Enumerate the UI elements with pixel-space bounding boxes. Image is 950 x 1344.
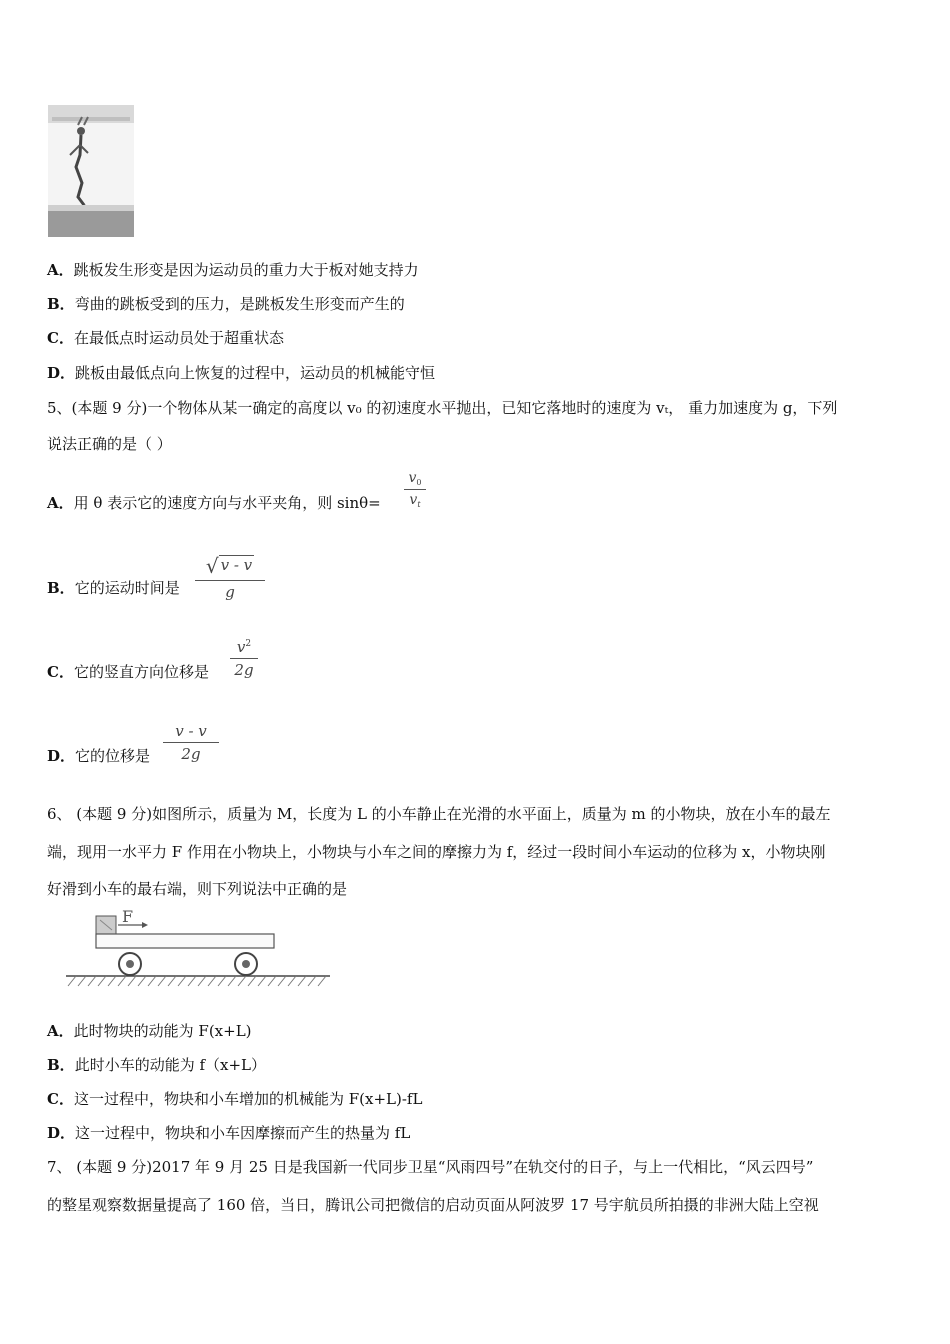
- option-label: B．: [47, 1056, 75, 1074]
- option-label: D．: [47, 364, 76, 382]
- option-label: D．: [47, 747, 76, 765]
- option-text: 此时物块的动能为 F(x+L): [73, 1022, 252, 1040]
- fraction-denominator: 2g: [181, 745, 201, 763]
- fraction-denominator: 2g: [234, 661, 254, 679]
- diver-figure: [48, 105, 134, 237]
- q4-option-a: [47, 260, 419, 280]
- option-label: D．: [47, 1124, 76, 1142]
- option-label: A．: [47, 1022, 74, 1040]
- option-text: 用 θ 表示它的速度方向与水平夹角，则 sinθ=: [73, 494, 381, 512]
- cart-illustration: [64, 906, 334, 990]
- option-label: C．: [47, 663, 74, 681]
- q6-stem-line-2: 端，现用一水平力 F 作用在小物块上，小物块与小车之间的摩擦力为 f，经过一段时间小车运动的位移为 x，小物块刚: [47, 843, 826, 861]
- q7-stem-line-2: 的整星观察数据量提高了 160 倍，当日，腾讯公司把微信的启动页面从阿波罗 17 号宇航员所拍摄的非洲大陆上空视: [47, 1196, 819, 1214]
- q6-stem-line-3: 好滑到小车的最右端，则下列说法中正确的是: [47, 880, 348, 898]
- option-text: 这一过程中，物块和小车增加的机械能为 F(x+L)-fL: [73, 1090, 423, 1108]
- q5-option-c: [47, 662, 209, 682]
- option-text: 它的位移是: [75, 747, 151, 765]
- q5-option-a: [47, 493, 381, 513]
- fraction-denominator: v: [409, 492, 418, 508]
- q6-option-d: [47, 1123, 410, 1143]
- q7-stem-line-1: 7、 (本题 9 分)2017 年 9 月 25 日是我国新一代同步卫星“风雨四号”在轨交付的日子，与上一代相比，“风云四号”: [47, 1158, 814, 1176]
- force-label: F: [122, 907, 134, 926]
- q5-option-b: [47, 578, 180, 598]
- option-text: 这一过程中，物块和小车因摩擦而产生的热量为 fL: [75, 1124, 411, 1142]
- q6-option-c: [47, 1089, 422, 1109]
- cart-figure: [64, 906, 334, 990]
- option-label: C．: [47, 329, 74, 347]
- q5-option-c-fraction: $v^2$ 2g: [230, 638, 258, 679]
- q5-option-b-fraction: √ v - v g: [195, 554, 265, 601]
- option-label: A．: [47, 261, 74, 279]
- option-text: 跳板由最低点向上恢复的过程中，运动员的机械能守恒: [75, 364, 436, 382]
- option-text: 它的运动时间是: [74, 579, 180, 597]
- fraction-numerator: v: [408, 470, 417, 486]
- option-label: A．: [47, 494, 74, 512]
- q5-option-d-fraction: [163, 722, 219, 763]
- option-label: C．: [47, 1090, 74, 1108]
- fraction-numerator: v - v: [220, 556, 253, 574]
- option-label: B．: [47, 295, 75, 313]
- fraction-numerator: v: [236, 638, 246, 656]
- option-text: 它的竖直方向位移是: [73, 663, 209, 681]
- option-text: 此时小车的动能为 f（x+L）: [74, 1056, 266, 1074]
- q5-option-d: [47, 746, 150, 766]
- option-text: 弯曲的跳板受到的压力，是跳板发生形变而产生的: [74, 295, 405, 313]
- q6-option-a: [47, 1021, 252, 1041]
- option-text: 在最低点时运动员处于超重状态: [73, 329, 284, 347]
- q4-option-d: [47, 363, 435, 383]
- q4-option-c: [47, 328, 284, 348]
- q5-stem-line-2: 说法正确的是（ ）: [47, 435, 172, 453]
- fraction-numerator: v - v: [175, 722, 207, 740]
- option-label: B．: [47, 579, 75, 597]
- q6-stem-line-1: 6、 (本题 9 分)如图所示，质量为 M，长度为 L 的小车静止在光滑的水平面上，质量为 m 的小物块，放在小车的最左: [47, 805, 831, 823]
- option-text: 跳板发生形变是因为运动员的重力大于板对她支持力: [73, 261, 419, 279]
- q5-stem-line-1: 5、(本题 9 分)一个物体从某一确定的高度以 v₀ 的初速度水平抛出，已知它落地时的速度为 vₜ， 重力加速度为 g，下列: [47, 399, 838, 417]
- q5-option-a-fraction: $v_0$ $v_t$: [404, 470, 426, 509]
- fraction-denominator: g: [225, 583, 235, 601]
- q6-option-b: [47, 1055, 266, 1075]
- diver-illustration: [48, 105, 134, 237]
- q4-option-b: [47, 294, 405, 314]
